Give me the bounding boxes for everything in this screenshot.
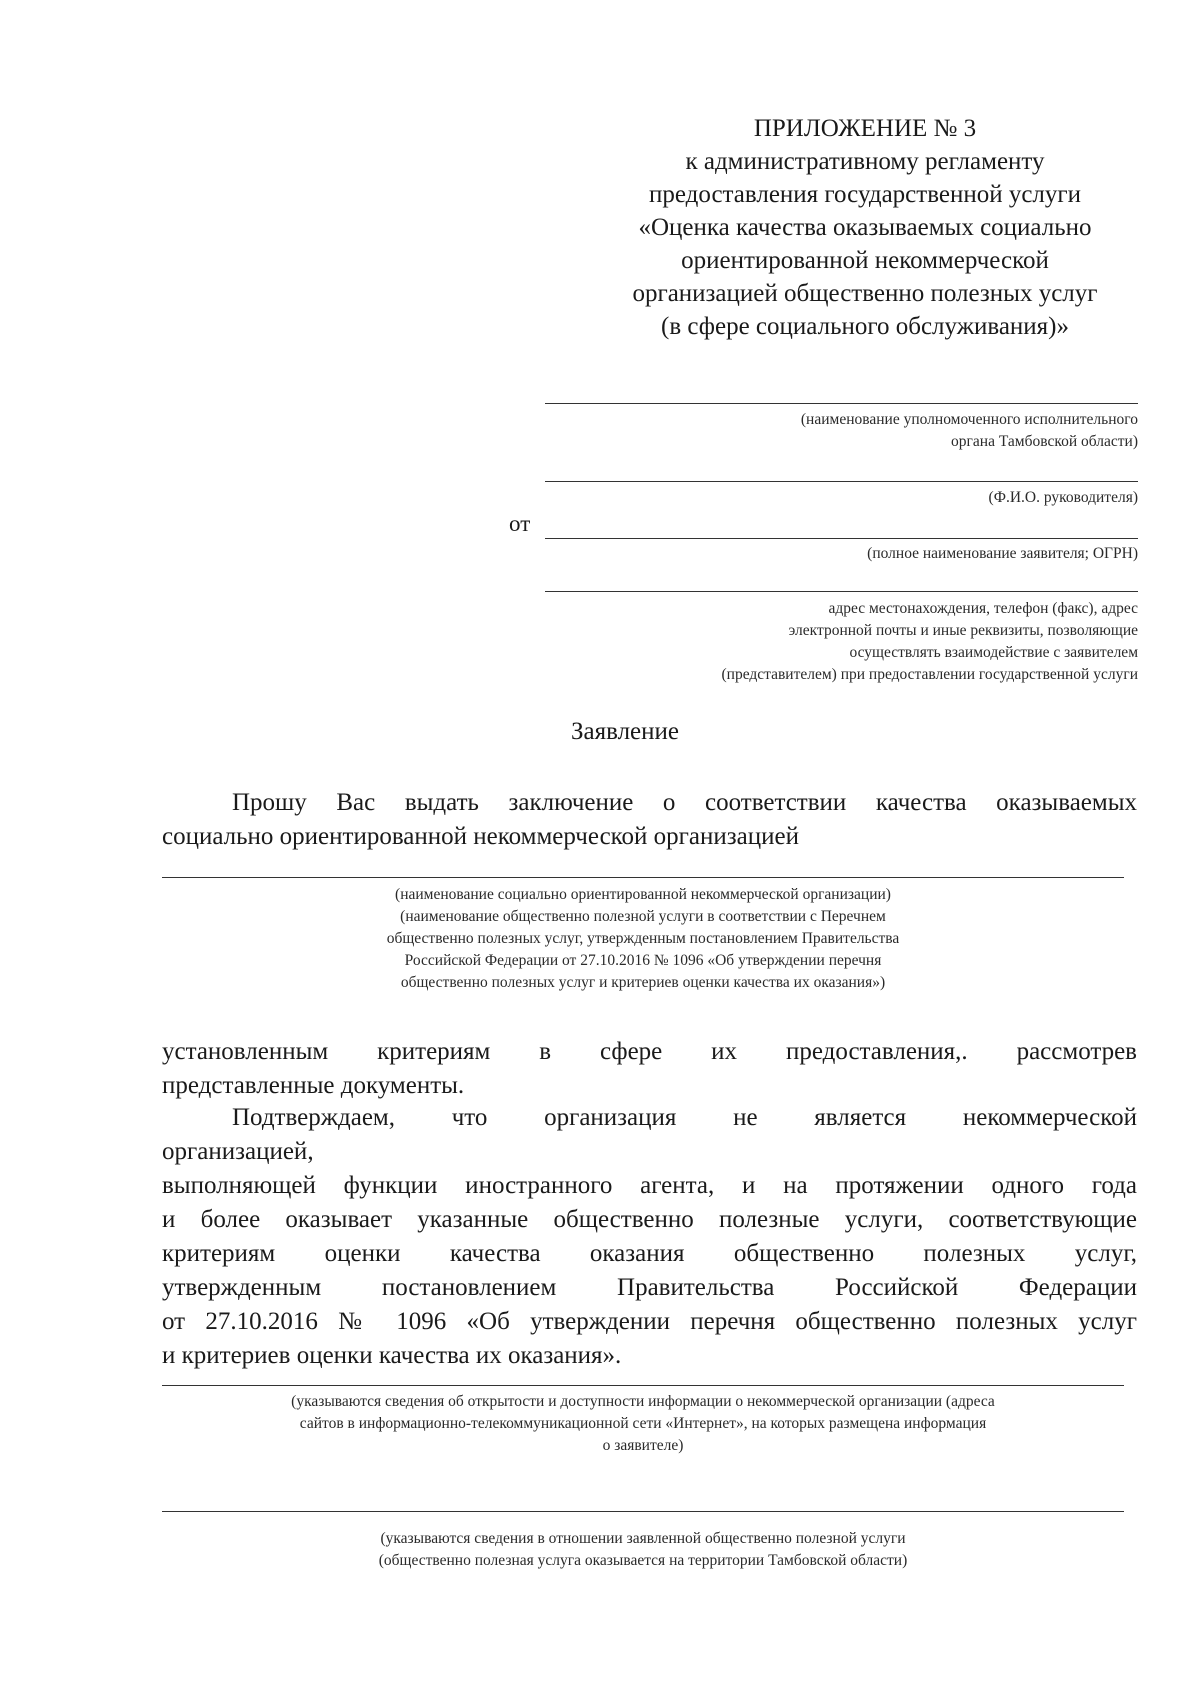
caption-line: электронной почты и иные реквизиты, позволяющие bbox=[788, 622, 1138, 639]
appendix-subtitle-line: (в сфере социального обслуживания)» bbox=[661, 313, 1069, 340]
openness-caption bbox=[162, 1391, 1124, 1457]
caption-line: (наименование социально ориентированной некоммерческой организации) bbox=[395, 886, 891, 903]
paragraph-line: и более оказывает указанные общественно полезные услуги, соответствующие bbox=[162, 1206, 1137, 1233]
appendix-subtitle-line: предоставления государственной услуги bbox=[648, 181, 1082, 208]
caption-line: общественно полезных услуг и критериев оценки качества их оказания») bbox=[400, 974, 886, 991]
appendix-subtitle-line: организацией общественно полезных услуг bbox=[632, 280, 1098, 307]
applicant-caption bbox=[518, 543, 1138, 565]
caption-line: о заявителе) bbox=[602, 1437, 684, 1454]
paragraph-line: представленные документы. bbox=[162, 1072, 465, 1099]
caption-line: (наименование общественно полезной услуги в соответствии с Перечнем bbox=[400, 908, 886, 925]
paragraph-line: Прошу Вас выдать заключение о соответствии качества оказываемых bbox=[232, 789, 1137, 816]
caption-line: общественно полезных услуг, утвержденным постановлением Правительства bbox=[386, 930, 900, 947]
contacts-field-line[interactable] bbox=[545, 591, 1138, 592]
head-name-field-line[interactable] bbox=[545, 481, 1138, 482]
caption-line: осуществлять взаимодействие с заявителем bbox=[849, 644, 1138, 661]
paragraph-line: выполняющей функции иностранного агента, и на протяжении одного года bbox=[162, 1172, 1137, 1199]
paragraph-line: организацией, bbox=[162, 1138, 314, 1165]
caption-line: Российской Федерации от 27.10.2016 № 1096 «Об утверждении перечня bbox=[404, 952, 882, 969]
paragraph-line: установленным критериям в сфере их предоставления,. рассмотрев bbox=[162, 1038, 1137, 1065]
service-caption bbox=[162, 1528, 1124, 1572]
caption-line: (общественно полезная услуга оказывается на территории Тамбовской области) bbox=[378, 1552, 908, 1569]
caption-line: адрес местонахождения, телефон (факс), адрес bbox=[828, 600, 1138, 617]
paragraph-line: от 27.10.2016 № 1096 «Об утверждении перечня общественно полезных услуг bbox=[162, 1308, 1137, 1335]
from-label: от bbox=[509, 511, 531, 536]
appendix-subtitle-line: ориентированной некоммерческой bbox=[681, 247, 1049, 274]
organization-caption bbox=[162, 884, 1124, 994]
caption-line: органа Тамбовской области) bbox=[951, 433, 1138, 450]
appendix-title: ПРИЛОЖЕНИЕ № 3 bbox=[753, 115, 977, 142]
organization-field-line[interactable] bbox=[162, 877, 1124, 878]
head-name-caption bbox=[518, 487, 1138, 509]
paragraph-line: критериям оценки качества оказания общественно полезных услуг, bbox=[162, 1240, 1137, 1267]
authority-field-line[interactable] bbox=[545, 403, 1138, 404]
paragraph-line: Подтверждаем, что организация не является некоммерческой bbox=[232, 1104, 1137, 1131]
paragraph-line: и критериев оценки качества их оказания». bbox=[162, 1342, 622, 1369]
caption-line: (Ф.И.О. руководителя) bbox=[988, 489, 1138, 506]
appendix-subtitle-line: к административному регламенту bbox=[685, 148, 1045, 175]
applicant-field-line[interactable] bbox=[545, 538, 1138, 539]
contacts-caption bbox=[518, 598, 1138, 686]
appendix-header bbox=[600, 112, 1130, 343]
caption-line: (полное наименование заявителя; ОГРН) bbox=[867, 545, 1138, 562]
authority-caption bbox=[518, 409, 1138, 453]
paragraph-line: социально ориентированной некоммерческой организацией bbox=[162, 823, 799, 850]
caption-line: (указываются сведения об открытости и доступности информации о некоммерческой организации (адреса bbox=[291, 1393, 995, 1410]
caption-line: (наименование уполномоченного исполнительного bbox=[800, 411, 1138, 428]
statement-title: Заявление bbox=[570, 718, 680, 745]
request-paragraph bbox=[162, 786, 1137, 854]
caption-line: (представителем) при предоставлении государственной услуги bbox=[721, 666, 1138, 683]
criteria-paragraph bbox=[162, 1035, 1137, 1103]
openness-field-line[interactable] bbox=[162, 1385, 1124, 1386]
caption-line: (указываются сведения в отношении заявленной общественно полезной услуги bbox=[380, 1530, 906, 1547]
paragraph-line: утвержденным постановлением Правительства Российской Федерации bbox=[162, 1274, 1137, 1301]
service-field-line[interactable] bbox=[162, 1511, 1124, 1512]
confirmation-paragraph bbox=[162, 1101, 1137, 1373]
caption-line: сайтов в информационно-телекоммуникационной сети «Интернет», на которых размещена информация bbox=[299, 1415, 987, 1432]
appendix-subtitle-line: «Оценка качества оказываемых социально bbox=[638, 214, 1092, 241]
